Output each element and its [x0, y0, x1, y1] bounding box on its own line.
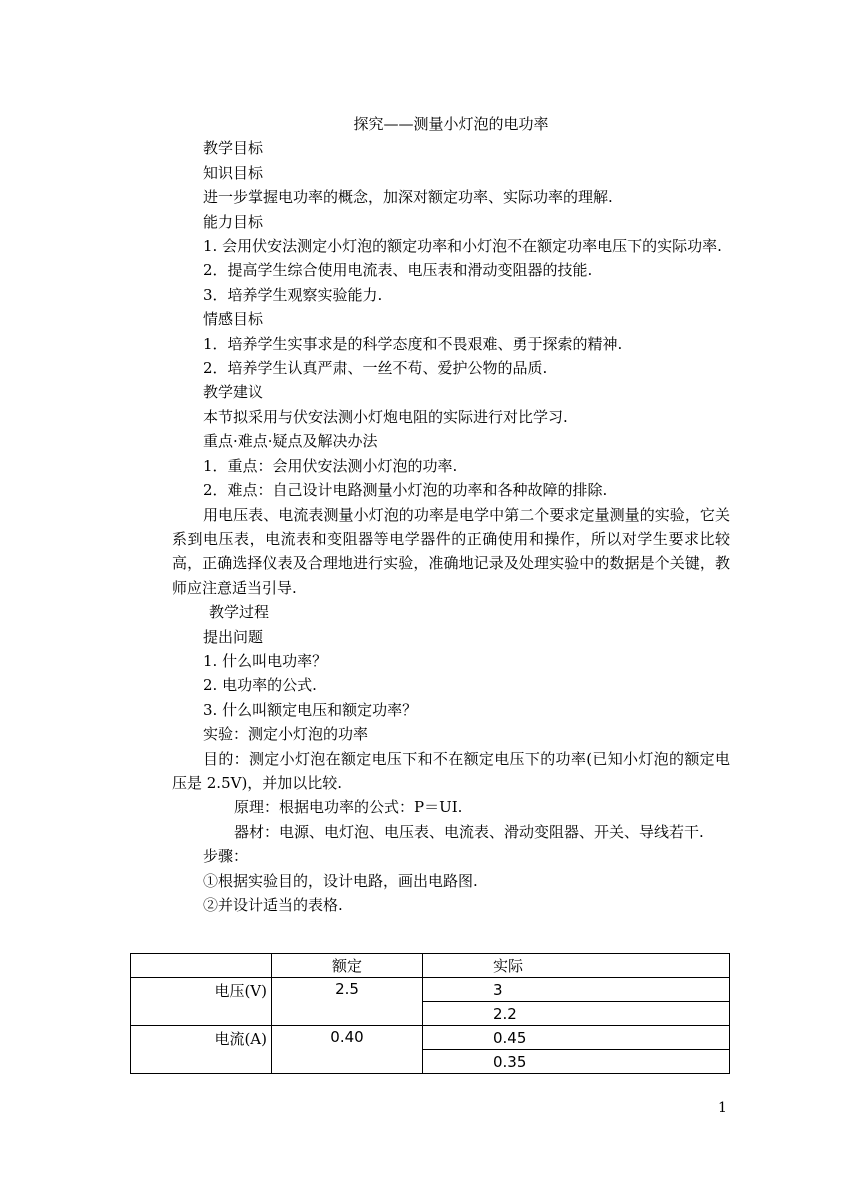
- heading-emotion-goals: 情感目标: [203, 310, 264, 329]
- list-item: ①根据实验目的，设计电路，画出电路图.: [203, 871, 478, 890]
- table-header-cell: 额定: [272, 954, 423, 978]
- heading-teaching-process: 教学过程: [209, 603, 270, 622]
- table-cell: 2.5: [272, 978, 423, 1026]
- list-item: 1. 会用伏安法测定小灯泡的额定功率和小灯泡不在额定功率电压下的实际功率.: [203, 237, 722, 256]
- table-cell: 3: [423, 978, 730, 1002]
- document-body: [172, 112, 730, 917]
- list-item: 2．提高学生综合使用电流表、电压表和滑动变阻器的技能.: [203, 261, 593, 280]
- page-number: 1: [718, 1100, 727, 1116]
- paragraph-purpose: 目的：测定小灯泡在额定电压下和不在额定电压下的功率(已知小灯泡的额定电压是 2.5V)，并加以比较.: [172, 749, 730, 792]
- heading-teaching-goals: 教学目标: [203, 139, 264, 158]
- table-row-label: 电压(V): [131, 978, 272, 1026]
- table-header-cell: [131, 954, 272, 978]
- heading-knowledge-goals: 知识目标: [203, 163, 264, 182]
- table-cell: 0.35: [423, 1050, 730, 1074]
- list-item: 1．重点：会用伏安法测小灯泡的功率.: [203, 456, 458, 475]
- list-item: 1. 什么叫电功率？: [203, 651, 328, 670]
- table-cell: 2.2: [423, 1002, 730, 1026]
- list-item: 2．难点：自己设计电路测量小灯泡的功率和各种故障的排除.: [203, 481, 608, 500]
- heading-ability-goals: 能力目标: [203, 212, 264, 231]
- list-item: 2. 电功率的公式.: [203, 676, 317, 695]
- heading-key-points: 重点·难点·疑点及解决办法: [203, 432, 378, 451]
- list-item: 2．培养学生认真严肃、一丝不苟、爱护公物的品质.: [203, 359, 548, 378]
- table-row: [131, 978, 730, 1002]
- table-header-row: [131, 954, 730, 978]
- paragraph-principle: 原理：根据电功率的公式：P＝UI.: [234, 798, 463, 817]
- heading-teaching-suggestions: 教学建议: [203, 383, 264, 402]
- table-header-cell: 实际: [423, 954, 730, 978]
- heading-experiment: 实验：测定小灯泡的功率: [203, 725, 369, 744]
- list-item: 1．培养学生实事求是的科学态度和不畏艰难、勇于探索的精神.: [203, 334, 623, 353]
- paragraph: 用电压表、电流表测量小灯泡的功率是电学中第二个要求定量测量的实验，它关系到电压表，电流表和变阻器等电学器件的正确使用和操作，所以对学生要求比较高，正确选择仪表及合理地进行实验，准确地记录及处理实验中的数据是个关键，教师应注意适当引导.: [172, 505, 730, 597]
- list-item: ②并设计适当的表格.: [203, 896, 343, 914]
- document-title: 探究——测量小灯泡的电功率: [353, 115, 549, 133]
- table-row-label: 电流(A): [131, 1026, 272, 1074]
- list-item: 3. 什么叫额定电压和额定功率？: [203, 700, 418, 719]
- table-cell: 0.40: [272, 1026, 423, 1074]
- paragraph: 进一步掌握电功率的概念，加深对额定功率、实际功率的理解.: [203, 188, 613, 207]
- data-table: [130, 953, 730, 1074]
- paragraph: 本节拟采用与伏安法测小灯炮电阻的实际进行对比学习.: [203, 407, 568, 426]
- table-row: [131, 1026, 730, 1050]
- heading-steps: 步骤：: [203, 847, 249, 866]
- paragraph-equipment: 器材：电源、电灯泡、电压表、电流表、滑动变阻器、开关、导线若干.: [234, 822, 704, 841]
- table-cell: 0.45: [423, 1026, 730, 1050]
- list-item: 3．培养学生观察实验能力.: [203, 285, 383, 304]
- heading-questions: 提出问题: [203, 627, 264, 646]
